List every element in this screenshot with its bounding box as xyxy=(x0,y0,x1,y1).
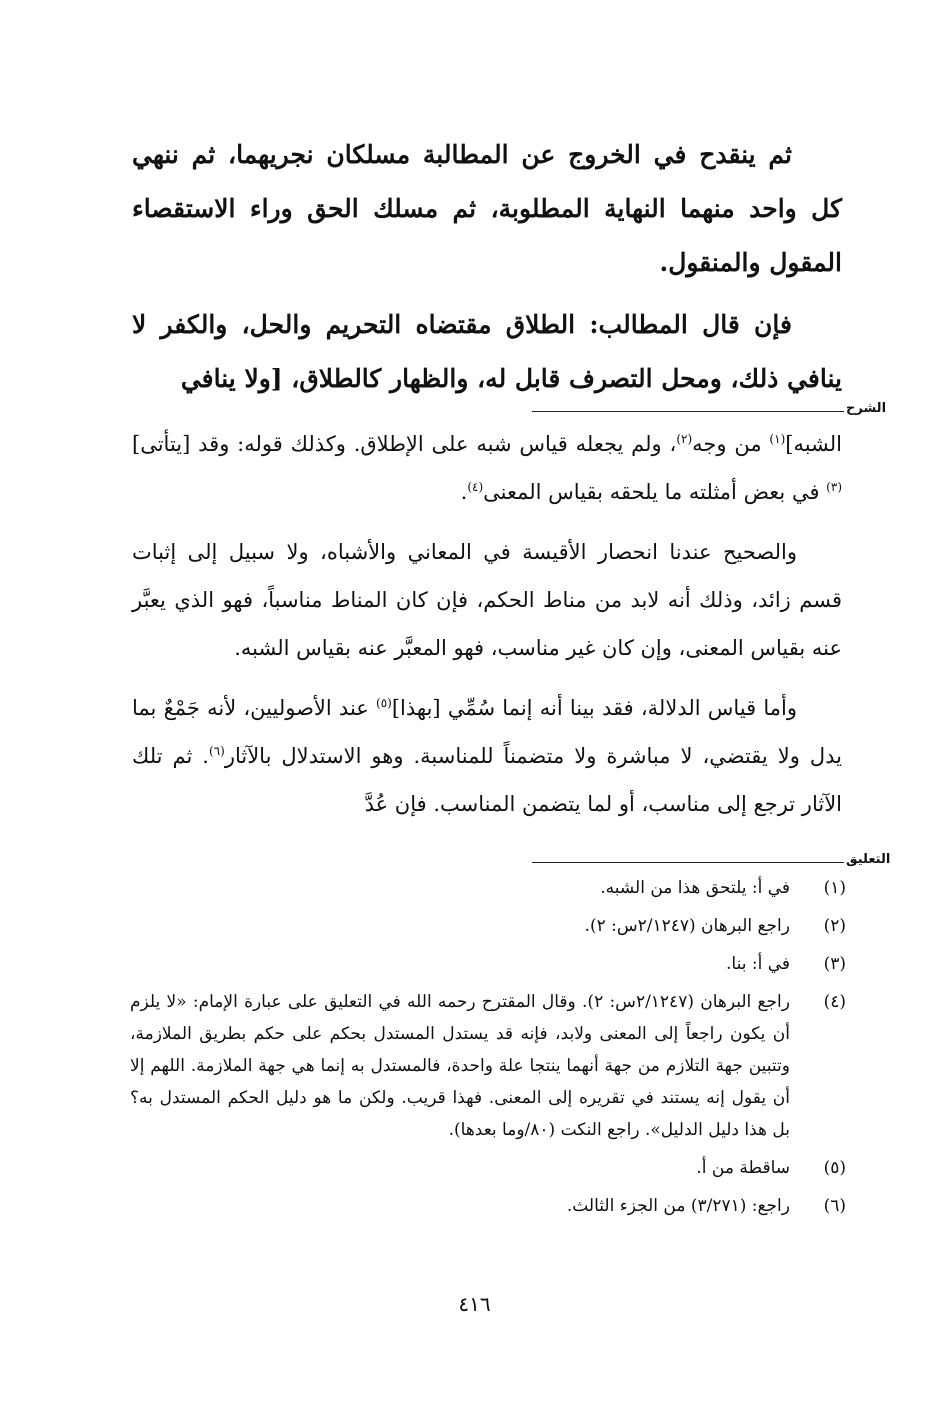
footnotes xyxy=(130,872,846,1228)
footnote-ref-4[interactable]: (٤) xyxy=(467,480,484,494)
footnote-number: (١) xyxy=(823,878,846,898)
footnote-number: (٣) xyxy=(823,954,846,974)
footnote-text: في أ: بنا. xyxy=(726,954,790,974)
footnote-text: في أ: يلتحق هذا من الشبه. xyxy=(600,878,790,898)
sharh-paragraph-1: الشبه]$^{(١)}$ من وجه$^{(٢)}$، ولم يجعله قياس شبه على الإطلاق. وكذلك قوله: وقد [يتأتى]$^{(٣)}$ في بعض أمثلته ما يلحقه بقياس المعنى$^{(٤)}$. xyxy=(132,432,843,504)
footnote-item xyxy=(130,1190,846,1222)
main-paragraph-1: ثم ينقدح في الخروج عن المطالبة مسلكان نجريهما، ثم ننهي كل واحد منهما النهاية المطلوبة، ثم مسلك الحق وراء الاستقصاء المقول والمنقول. xyxy=(132,140,842,277)
main-paragraph-2: فإن قال المطالب: الطلاق مقتضاه التحريم والحل، والكفر لا ينافي ذلك، ومحل التصرف قابل له، والظهار كالطلاق، [ولا ينافي xyxy=(132,310,842,393)
footnote-item xyxy=(130,872,846,904)
sharh-paragraph-3: وأما قياس الدلالة، فقد بينا أنه إنما سُمِّي [بهذا]$^{(٥)}$ عند الأصوليين، لأنه جَمْعٌ بما يدل ولا يقتضي، لا مباشرة ولا متضمناً للمناسبة. وهو الاستدلال بالآثار$^{(٦)}$. ثم تلك الآثار ترجع إلى مناسب، أو لما يتضمن المناسب. فإن عُدَّ xyxy=(132,696,842,816)
footnote-number: (٥) xyxy=(823,1158,846,1178)
footnote-text: راجع البرهان (٢/١٢٤٧س: ٢). وقال المقترح رحمه الله في التعليق على عبارة الإمام: «لا يلزم أن يكون راجعاً إلى المعنى ولابد، فإنه قد يستدل المستدل بحكم على حكم بطريق الملازمة، وتتبين جهة التلازم من جهة أنهما ينتجا علة واحدة، فالمستدل به إنما هي جهة الملازمة. اللهم إلا أن يقول إنه يستند في تقريره إلى المعنى. فهذا قريب. ولكن ما هو دليل الحكم المستدل به؟ بل هذا دليل الدليل». راجع النكت (٨٠/وما بعدها). xyxy=(130,992,790,1140)
footnote-text: راجع البرهان (٢/١٢٤٧س: ٢). xyxy=(584,916,790,936)
footnote-number: (٤) xyxy=(823,992,846,1012)
page-number: ٤١٦ xyxy=(458,1292,491,1316)
sharh-text xyxy=(132,420,842,828)
footnote-text: ساقطة من أ. xyxy=(696,1158,790,1178)
footnote-number: (٢) xyxy=(823,916,846,936)
footnote-ref-2[interactable]: (٢) xyxy=(676,432,693,446)
footnote-text: راجع: (٣/٢٧١) من الجزء الثالث. xyxy=(566,1196,790,1216)
notes-separator-line xyxy=(532,862,844,863)
main-text xyxy=(132,128,842,406)
footnote-item xyxy=(130,948,846,980)
footnote-item xyxy=(130,1152,846,1184)
sharh-label: الشرح xyxy=(846,401,887,416)
sharh-separator-line xyxy=(532,411,844,412)
footnote-item xyxy=(130,986,846,1146)
footnote-ref-5[interactable]: (٥) xyxy=(376,696,392,710)
footnote-item xyxy=(130,910,846,942)
footnote-ref-6[interactable]: (٦) xyxy=(208,744,225,758)
footnote-ref-1[interactable]: (١) xyxy=(769,432,786,446)
sharh-paragraph-2: والصحيح عندنا انحصار الأقيسة في المعاني والأشباه، ولا سبيل إلى إثبات قسم زائد، وذلك أنه لابد من مناط الحكم، فإن كان المناط مناسباً، فهو الذي يعبَّر عنه بقياس المعنى، وإن كان غير مناسب، فهو المعبَّر عنه بقياس الشبه. xyxy=(132,540,842,660)
footnote-ref-3[interactable]: (٣) xyxy=(826,480,842,494)
footnote-number: (٦) xyxy=(823,1196,846,1216)
notes-label: التعليق xyxy=(846,852,891,867)
